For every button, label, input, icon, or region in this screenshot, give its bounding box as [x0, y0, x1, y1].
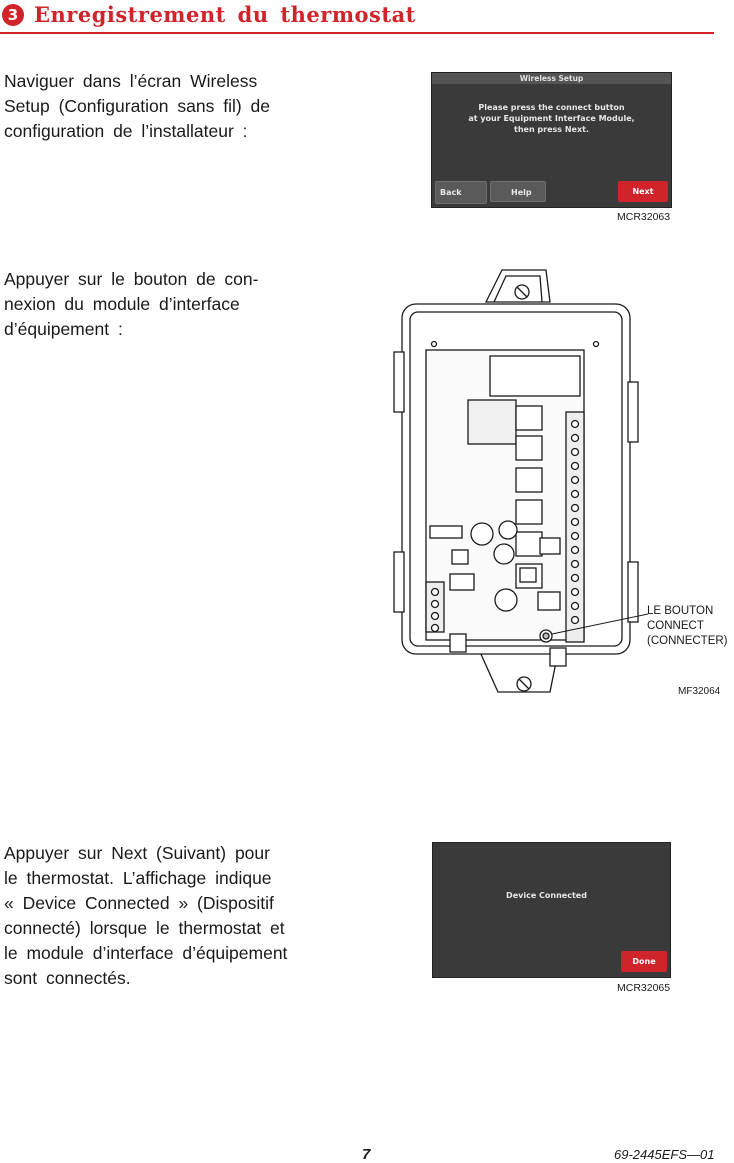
- help-button[interactable]: [490, 181, 546, 202]
- equipment-interface-module-illustration: [390, 262, 650, 702]
- section-title: Enregistrement du thermostat: [34, 2, 416, 27]
- callout-line: (CONNECTER): [647, 635, 728, 647]
- message-line: Please press the connect button: [478, 103, 625, 112]
- message-line: then press Next.: [514, 125, 589, 134]
- text-line: Appuyer sur le bouton de con-: [4, 269, 259, 289]
- done-button[interactable]: [621, 951, 667, 972]
- text-line: d’équipement :: [4, 319, 123, 339]
- step-number-badge: 3: [2, 4, 24, 26]
- done-button-label: Done: [632, 957, 656, 966]
- help-button-label: Help: [511, 188, 532, 197]
- text-line: le thermostat. L’affichage indique: [4, 868, 272, 888]
- next-button-label: Next: [632, 187, 654, 196]
- wireless-setup-screen: [431, 72, 672, 208]
- step-2-text: [4, 267, 304, 342]
- text-line: Appuyer sur Next (Suivant) pour: [4, 843, 270, 863]
- text-line: sont connectés.: [4, 968, 131, 988]
- figure-code: MF32064: [678, 686, 721, 697]
- figure-code: MCR32065: [617, 982, 671, 994]
- figure-code: MCR32063: [617, 211, 671, 223]
- back-button-label: Back: [440, 188, 462, 197]
- callout-line: CONNECT: [647, 620, 704, 632]
- text-line: le module d’interface d’équipement: [4, 943, 288, 963]
- back-button[interactable]: [435, 181, 487, 204]
- page-number: 7: [362, 1146, 371, 1163]
- device-connected-screen: [432, 842, 671, 978]
- step-3-text: [4, 841, 334, 991]
- text-line: Setup (Configuration sans fil) de: [4, 96, 270, 116]
- callout-line: LE BOUTON: [647, 605, 714, 617]
- document-number: 69-2445EFS—01: [614, 1147, 715, 1162]
- message-line: at your Equipment Interface Module,: [468, 114, 635, 123]
- text-line: Naviguer dans l’écran Wireless: [4, 71, 258, 91]
- screen-title: Wireless Setup: [432, 73, 671, 84]
- screen-message: [432, 102, 671, 135]
- text-line: nexion du module d’interface: [4, 294, 240, 314]
- text-line: « Device Connected » (Dispositif: [4, 893, 274, 913]
- text-line: connecté) lorsque le thermostat et: [4, 918, 285, 938]
- connect-button-callout: [647, 604, 728, 649]
- next-button[interactable]: [618, 181, 668, 202]
- screen-message: Device Connected: [506, 891, 587, 900]
- step-1-text: [4, 69, 306, 144]
- section-header: [0, 0, 714, 34]
- text-line: configuration de l’installateur :: [4, 121, 248, 141]
